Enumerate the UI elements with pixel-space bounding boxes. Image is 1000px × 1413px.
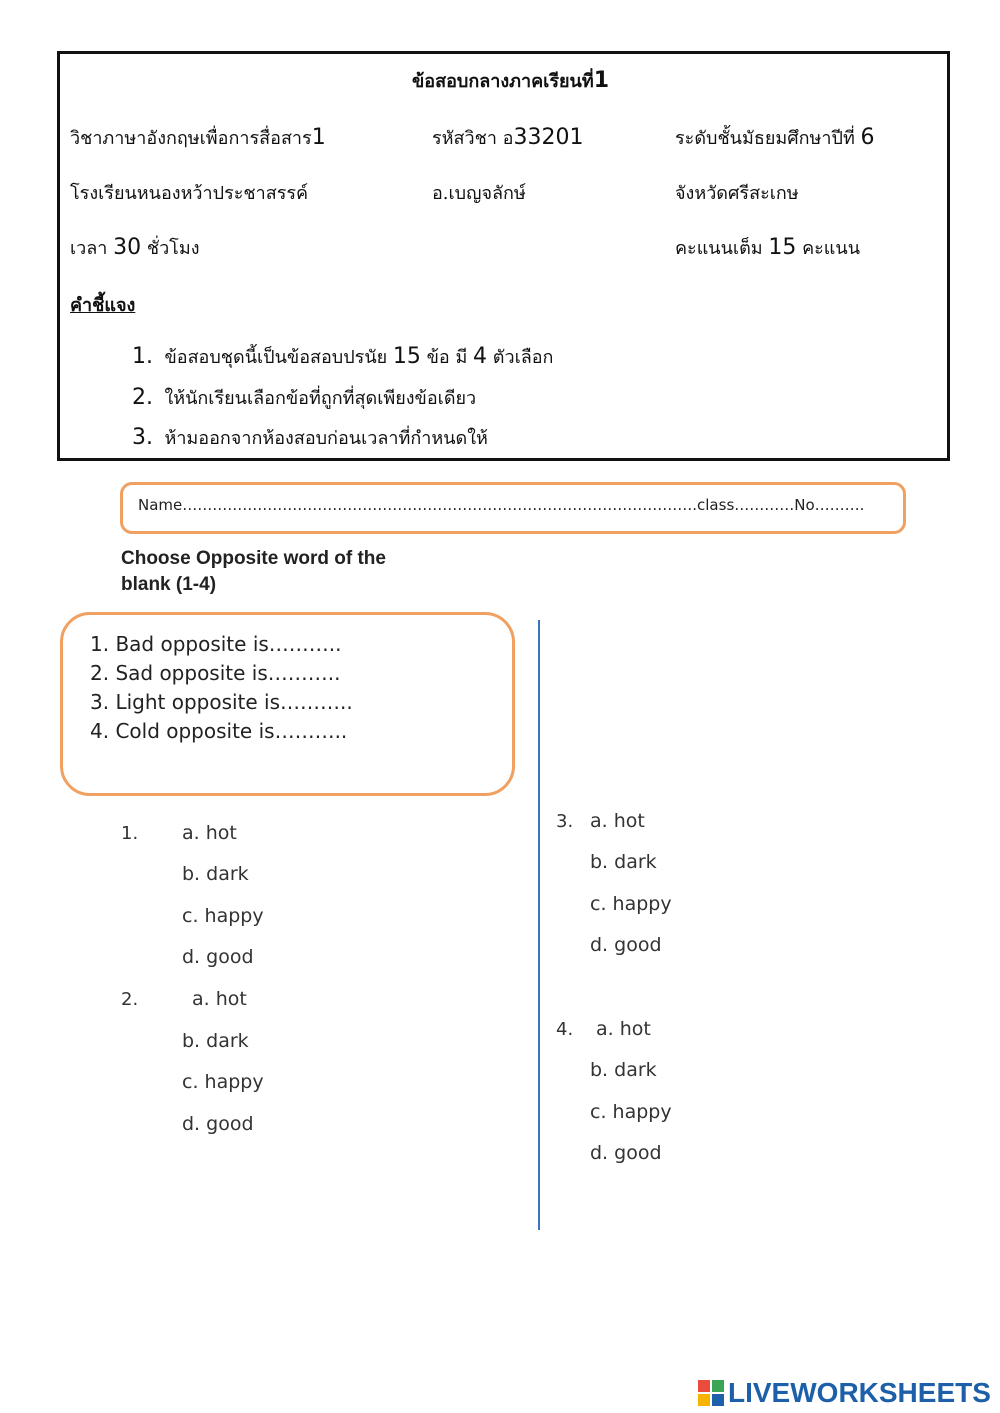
- answer-4-option-a[interactable]: a. hot: [596, 1018, 651, 1040]
- column-divider: [538, 620, 540, 1230]
- answer-2-option-a[interactable]: a. hot: [192, 988, 247, 1010]
- instruction-1: 1. ข้อสอบชุดนี้เป็นข้อสอบปรนัย 15 ข้อ มี 4 ตัวเลือก: [132, 344, 554, 369]
- full-score: คะแนนเต็ม 15 คะแนน: [675, 235, 861, 260]
- answer-3-option-d[interactable]: d. good: [590, 934, 662, 956]
- answer-4-option-d[interactable]: d. good: [590, 1142, 662, 1164]
- brand-name: LIVEWORKSHEETS: [728, 1377, 991, 1408]
- logo-square-blue: [712, 1394, 724, 1406]
- name-class-number-line[interactable]: Name………………………………………………………………………………………….class…………No……….: [138, 496, 865, 514]
- question-3: 3. Light opposite is………..: [90, 690, 353, 714]
- section-heading-line-1: Choose Opposite word of the: [121, 548, 386, 569]
- answer-2-option-d[interactable]: d. good: [182, 1113, 254, 1135]
- teacher-name: อ.เบญจลักษ์: [432, 183, 526, 204]
- question-1: 1. Bad opposite is………..: [90, 632, 342, 656]
- province-name: จังหวัดศรีสะเกษ: [675, 183, 799, 204]
- answer-2-number: 2.: [121, 989, 139, 1010]
- answer-3-option-c[interactable]: c. happy: [590, 893, 672, 915]
- answer-2-option-b[interactable]: b. dark: [182, 1030, 249, 1052]
- exam-title: ข้อสอบกลางภาคเรียนที่1: [412, 68, 610, 93]
- answer-4-number: 4.: [556, 1019, 574, 1040]
- answer-4-option-c[interactable]: c. happy: [590, 1101, 672, 1123]
- question-2: 2. Sad opposite is………..: [90, 661, 341, 685]
- answer-1-option-a[interactable]: a. hot: [182, 822, 237, 844]
- subject-label: วิชาภาษาอังกฤษเพื่อการสื่อสาร1: [70, 125, 326, 150]
- answer-1-option-d[interactable]: d. good: [182, 946, 254, 968]
- grade-level: ระดับชั้นมัธยมศึกษาปีที่ 6: [675, 125, 875, 150]
- answer-3-option-a[interactable]: a. hot: [590, 810, 645, 832]
- instruction-2: 2. ให้นักเรียนเลือกข้อที่ถูกที่สุดเพียงข้อเดียว: [132, 385, 477, 410]
- time-limit: เวลา 30 ชั่วโมง: [70, 235, 200, 260]
- answer-1-number: 1.: [121, 823, 139, 844]
- answer-1-option-c[interactable]: c. happy: [182, 905, 264, 927]
- instruction-3: 3. ห้ามออกจากห้องสอบก่อนเวลาที่กำหนดให้: [132, 425, 488, 450]
- logo-square-yellow: [698, 1394, 710, 1406]
- answer-2-option-c[interactable]: c. happy: [182, 1071, 264, 1093]
- question-4: 4. Cold opposite is………..: [90, 719, 348, 743]
- school-name: โรงเรียนหนองหว้าประชาสรรค์: [70, 183, 309, 204]
- logo-square-red: [698, 1380, 710, 1392]
- liveworksheets-logo[interactable]: [698, 1378, 991, 1408]
- course-code: รหัสวิชา อ33201: [432, 125, 584, 150]
- logo-grid-icon: [698, 1380, 724, 1406]
- instructions-label: คำชี้แจง: [70, 295, 136, 316]
- answer-4-option-b[interactable]: b. dark: [590, 1059, 657, 1081]
- answer-1-option-b[interactable]: b. dark: [182, 863, 249, 885]
- answer-3-option-b[interactable]: b. dark: [590, 851, 657, 873]
- logo-square-green: [712, 1380, 724, 1392]
- answer-3-number: 3.: [556, 811, 574, 832]
- section-heading-line-2: blank (1-4): [121, 574, 217, 595]
